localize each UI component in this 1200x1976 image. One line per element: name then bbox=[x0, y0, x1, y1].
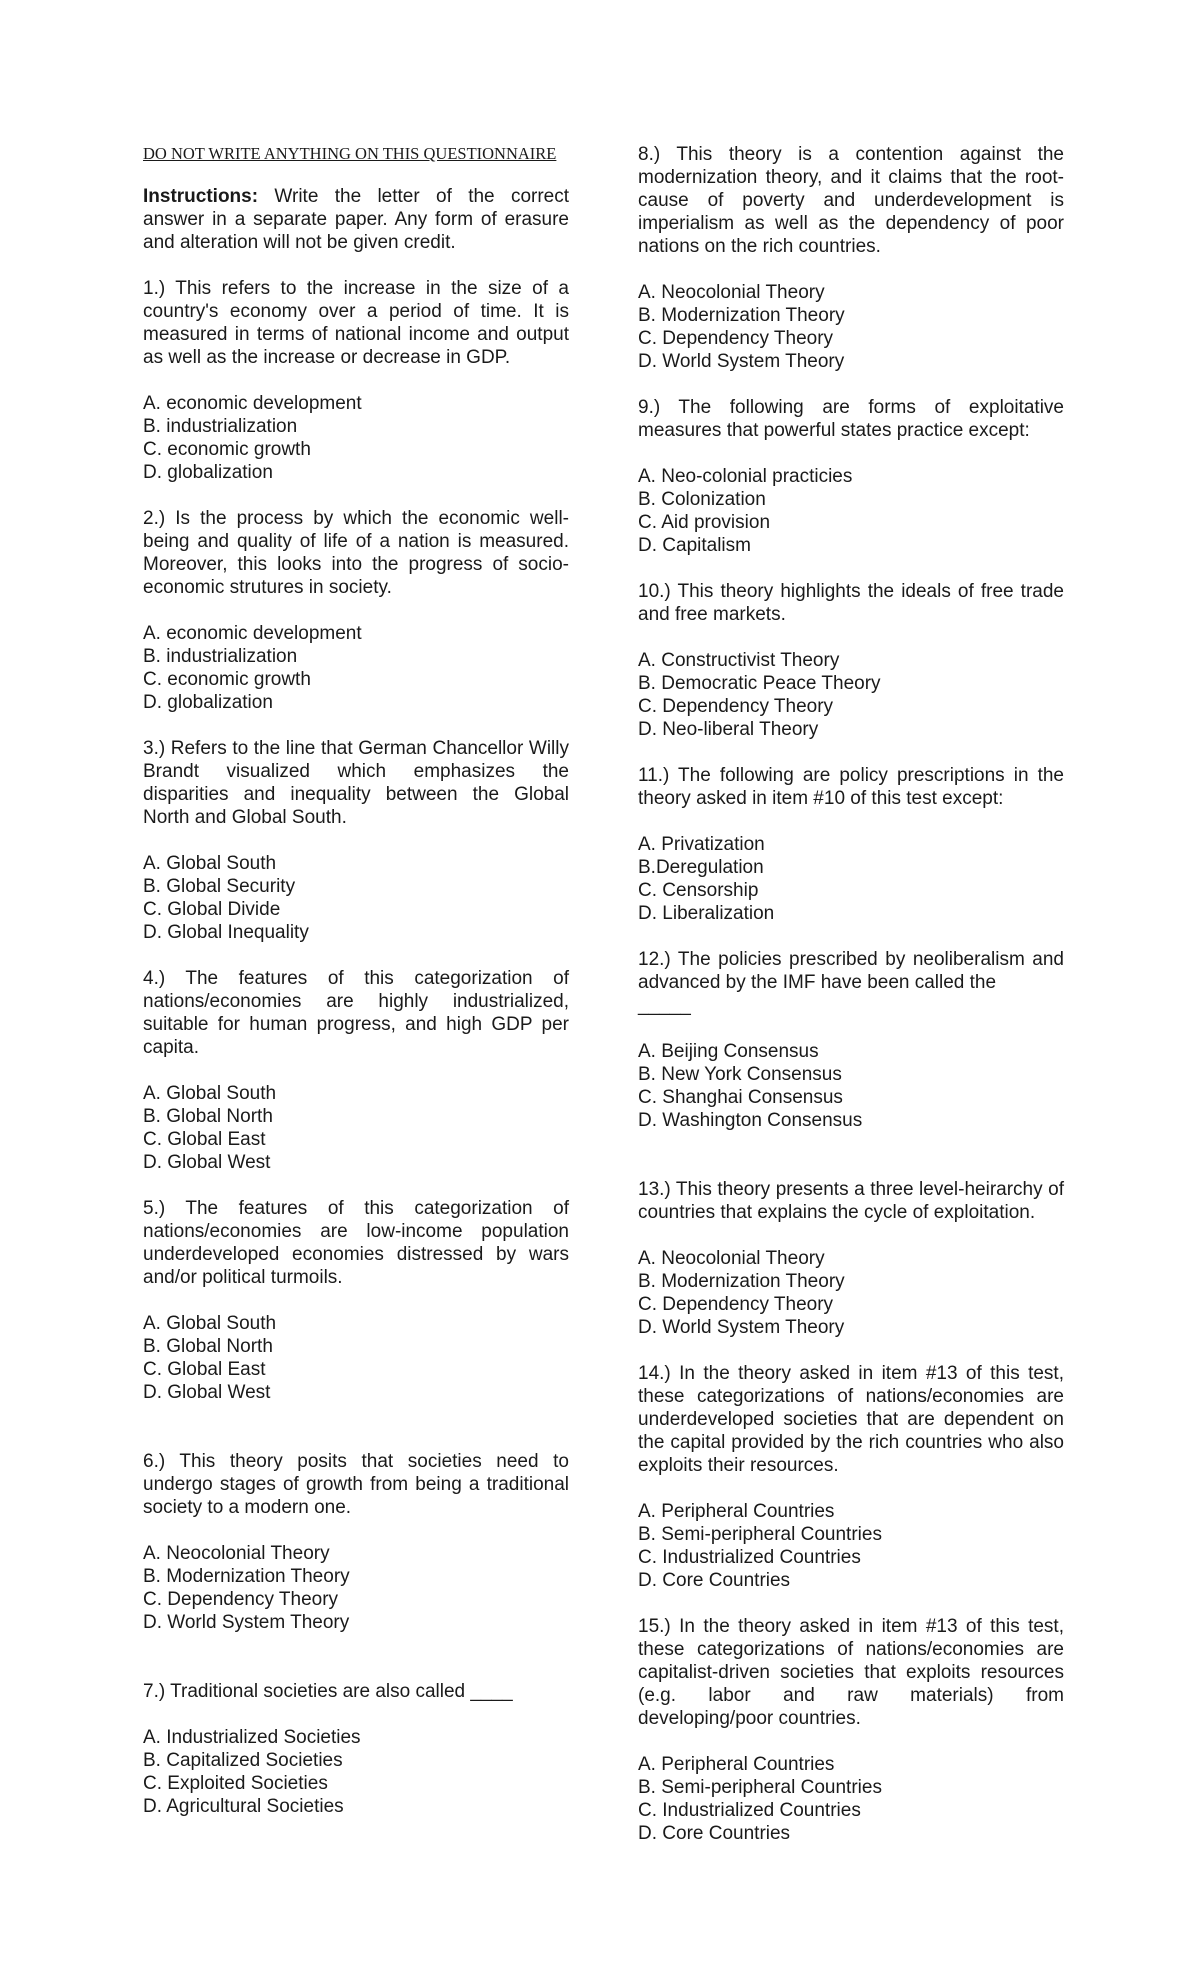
option-c: C. Dependency Theory bbox=[638, 696, 834, 717]
option-d: D. Washington Consensus bbox=[638, 1110, 863, 1131]
question-text: 2.) Is the process by which the economic well-being and quality of life of a nation is measured. Moreover, this looks into the progress of socio-economic strutures in society. bbox=[143, 508, 569, 598]
answer-options bbox=[143, 392, 569, 484]
option-a: A. Peripheral Countries bbox=[638, 1754, 835, 1775]
option-d: D. Global West bbox=[143, 1152, 271, 1173]
option-b: B. industrialization bbox=[143, 416, 298, 437]
option-b: B. Modernization Theory bbox=[638, 1271, 845, 1292]
answer-options bbox=[143, 622, 569, 714]
question-8 bbox=[638, 143, 1064, 373]
option-a: A. Neocolonial Theory bbox=[638, 282, 825, 303]
option-c: C. Exploited Societies bbox=[143, 1773, 328, 1794]
question-text: 14.) In the theory asked in item #13 of this test, these categorizations of nations/economies are underdeveloped societies that are dependent on the capital provided by the rich countries who also exploits their resources. bbox=[638, 1363, 1064, 1476]
question-text: 1.) This refers to the increase in the size of a country's economy over a period of time. It is measured in terms of national income and output as well as the increase or decrease in GDP. bbox=[143, 278, 569, 368]
option-b: B. Global Security bbox=[143, 876, 296, 897]
option-c: C. Industrialized Countries bbox=[638, 1547, 861, 1568]
option-d: D. globalization bbox=[143, 692, 273, 713]
option-d: D. Neo-liberal Theory bbox=[638, 719, 819, 740]
option-c: C. Dependency Theory bbox=[638, 328, 834, 349]
instructions-text: Write the letter of the correct answer in a separate paper. Any form of erasure and alteration will not be given credit. bbox=[143, 186, 570, 253]
option-b: B. Semi-peripheral Countries bbox=[638, 1777, 882, 1798]
option-b: B. Semi-peripheral Countries bbox=[638, 1524, 882, 1545]
answer-options bbox=[143, 1542, 569, 1634]
option-a: A. Industrialized Societies bbox=[143, 1727, 361, 1748]
option-a: A. Global South bbox=[143, 853, 277, 874]
option-a: A. Global South bbox=[143, 1313, 277, 1334]
option-a: A. Global South bbox=[143, 1083, 277, 1104]
question-4 bbox=[143, 967, 569, 1174]
option-d: D. Global West bbox=[143, 1382, 271, 1403]
question-12 bbox=[638, 948, 1064, 1132]
option-b: B. Modernization Theory bbox=[638, 305, 845, 326]
answer-options bbox=[143, 1726, 569, 1818]
option-c: C. economic growth bbox=[143, 439, 311, 460]
left-column bbox=[143, 143, 569, 1818]
question-9 bbox=[638, 396, 1064, 557]
option-c: C. Censorship bbox=[638, 880, 759, 901]
option-d: D. Liberalization bbox=[638, 903, 775, 924]
option-a: A. economic development bbox=[143, 623, 362, 644]
option-c: C. Aid provision bbox=[638, 512, 771, 533]
option-d: D. World System Theory bbox=[638, 351, 845, 372]
option-b: B. Democratic Peace Theory bbox=[638, 673, 881, 694]
question-text: 3.) Refers to the line that German Chancellor Willy Brandt visualized which emphasizes the disparities and inequality between the Global North and Global South. bbox=[143, 738, 569, 828]
option-d: D. World System Theory bbox=[638, 1317, 845, 1338]
questionnaire-warning: DO NOT WRITE ANYTHING ON THIS QUESTIONNAIRE bbox=[143, 144, 557, 163]
option-b: B.Deregulation bbox=[638, 857, 764, 878]
question-text: 6.) This theory posits that societies need to undergo stages of growth from being a traditional society to a modern one. bbox=[143, 1451, 569, 1518]
question-text: 10.) This theory highlights the ideals of free trade and free markets. bbox=[638, 581, 1064, 625]
option-c: C. Industrialized Countries bbox=[638, 1800, 861, 1821]
option-a: A. Constructivist Theory bbox=[638, 650, 840, 671]
question-15 bbox=[638, 1615, 1064, 1845]
question-7 bbox=[143, 1680, 569, 1818]
question-1 bbox=[143, 277, 569, 484]
option-c: C. Dependency Theory bbox=[143, 1589, 339, 1610]
question-3 bbox=[143, 737, 569, 944]
answer-options bbox=[143, 852, 569, 944]
option-b: B. Capitalized Societies bbox=[143, 1750, 343, 1771]
option-a: A. Neocolonial Theory bbox=[143, 1543, 330, 1564]
answer-options bbox=[638, 649, 1064, 741]
option-a: A. Beijing Consensus bbox=[638, 1041, 819, 1062]
option-b: B. Global North bbox=[143, 1336, 273, 1357]
option-d: D. globalization bbox=[143, 462, 273, 483]
option-b: B. Global North bbox=[143, 1106, 273, 1127]
answer-options bbox=[638, 1247, 1064, 1339]
option-a: A. Neo-colonial practicies bbox=[638, 466, 853, 487]
question-11 bbox=[638, 764, 1064, 925]
right-column bbox=[638, 143, 1064, 1845]
answer-options bbox=[638, 833, 1064, 925]
question-6 bbox=[143, 1450, 569, 1634]
question-10 bbox=[638, 580, 1064, 741]
option-a: A. economic development bbox=[143, 393, 362, 414]
option-c: C. Shanghai Consensus bbox=[638, 1087, 843, 1108]
option-d: D. World System Theory bbox=[143, 1612, 350, 1633]
question-text: 15.) In the theory asked in item #13 of this test, these categorizations of nations/economies are capitalist-driven societies that exploits resources (e.g. labor and raw materials) from developing/poor countries. bbox=[638, 1616, 1064, 1729]
option-d: D. Global Inequality bbox=[143, 922, 309, 943]
question-text: 11.) The following are policy prescriptions in the theory asked in item #10 of this test except: bbox=[638, 765, 1064, 809]
question-2 bbox=[143, 507, 569, 714]
answer-blank: _____ bbox=[638, 995, 691, 1016]
answer-options bbox=[638, 1040, 1064, 1132]
answer-options bbox=[638, 465, 1064, 557]
answer-options bbox=[638, 1753, 1064, 1845]
question-text: 4.) The features of this categorization of nations/economies are highly industrialized, suitable for human progress, and high GDP per capita. bbox=[143, 968, 569, 1058]
option-c: C. Global East bbox=[143, 1359, 266, 1380]
option-c: C. economic growth bbox=[143, 669, 311, 690]
option-b: B. Colonization bbox=[638, 489, 766, 510]
question-text: 8.) This theory is a contention against the modernization theory, and it claims that the root-cause of poverty and underdevelopment is imperialism as well as the dependency of poor nations on the rich countries. bbox=[638, 144, 1064, 257]
question-13 bbox=[638, 1178, 1064, 1339]
question-5 bbox=[143, 1197, 569, 1404]
option-c: C. Global Divide bbox=[143, 899, 281, 920]
option-c: C. Global East bbox=[143, 1129, 266, 1150]
option-d: D. Core Countries bbox=[638, 1570, 791, 1591]
question-text: 12.) The policies prescribed by neoliberalism and advanced by the IMF have been called the bbox=[638, 949, 1064, 993]
option-a: A. Neocolonial Theory bbox=[638, 1248, 825, 1269]
option-d: D. Agricultural Societies bbox=[143, 1796, 344, 1817]
question-text: 7.) Traditional societies are also called ____ bbox=[143, 1681, 513, 1702]
instructions bbox=[143, 185, 569, 254]
answer-options bbox=[143, 1082, 569, 1174]
answer-options bbox=[638, 281, 1064, 373]
question-text: 13.) This theory presents a three level-heirarchy of countries that explains the cycle of exploitation. bbox=[638, 1179, 1064, 1223]
option-b: B. Modernization Theory bbox=[143, 1566, 350, 1587]
question-14 bbox=[638, 1362, 1064, 1592]
option-a: A. Peripheral Countries bbox=[638, 1501, 835, 1522]
instructions-label: Instructions: bbox=[143, 186, 259, 207]
option-c: C. Dependency Theory bbox=[638, 1294, 834, 1315]
option-d: D. Capitalism bbox=[638, 535, 751, 556]
question-text: 9.) The following are forms of exploitative measures that powerful states practice except: bbox=[638, 397, 1064, 441]
option-b: B. industrialization bbox=[143, 646, 298, 667]
option-d: D. Core Countries bbox=[638, 1823, 791, 1844]
answer-options bbox=[638, 1500, 1064, 1592]
answer-options bbox=[143, 1312, 569, 1404]
question-text: 5.) The features of this categorization of nations/economies are low-income population underdeveloped economies distressed by wars and/or political turmoils. bbox=[143, 1198, 569, 1288]
option-a: A. Privatization bbox=[638, 834, 765, 855]
option-b: B. New York Consensus bbox=[638, 1064, 842, 1085]
